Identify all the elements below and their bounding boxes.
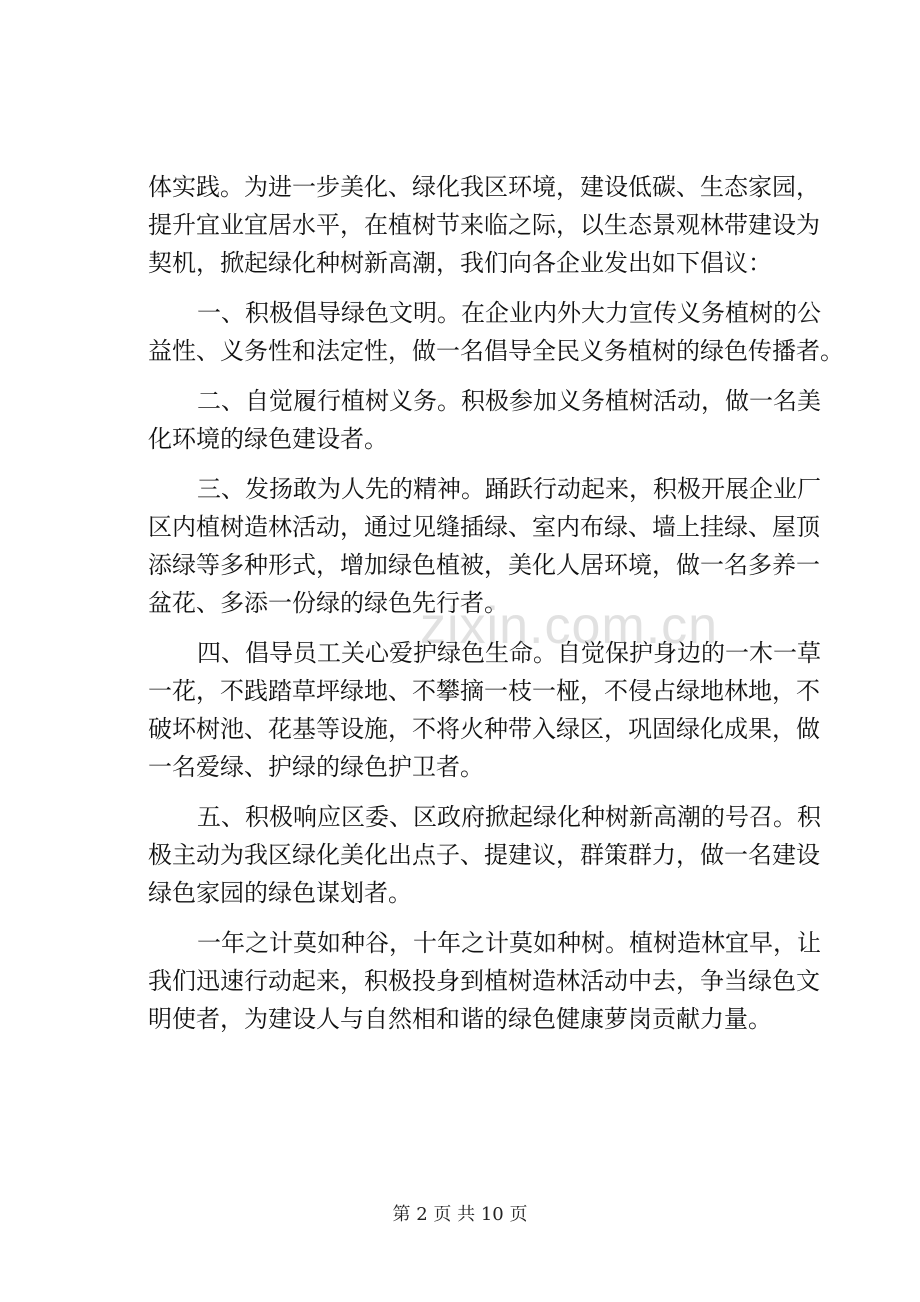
text-line: 一名爱绿、护绿的绿色护卫者。	[148, 753, 484, 781]
paragraph	[148, 168, 820, 282]
text-line: 四、倡导员工关心爱护绿色生命。自觉保护身边的一木一草	[197, 639, 821, 667]
text-line: 明使者，为建设人与自然相和谐的绿色健康萝岗贡献力量。	[148, 1005, 772, 1033]
text-line: 五、积极响应区委、区政府掀起绿化种树新高潮的号召。积	[197, 803, 821, 831]
text-line: 契机，掀起绿化种树新高潮，我们向各企业发出如下倡议：	[148, 249, 772, 277]
paragraph	[148, 634, 821, 786]
text-line: 区内植树造林活动，通过见缝插绿、室内布绿、墙上挂绿、屋顶	[148, 513, 820, 541]
paragraph	[148, 798, 821, 912]
page-footer: 第 2 页 共 10 页	[392, 1204, 528, 1225]
text-line: 添绿等多种形式，增加绿色植被，美化人居环境，做一名多养一	[148, 551, 820, 579]
text-line: 我们迅速行动起来，积极投身到植树造林活动中去，争当绿色文	[148, 967, 820, 995]
text-line: 化环境的绿色建设者。	[148, 425, 388, 453]
text-line: 破坏树池、花基等设施，不将火种带入绿区，巩固绿化成果，做	[148, 715, 820, 743]
text-line: 三、发扬敢为人先的精神。踊跃行动起来，积极开展企业厂	[197, 475, 821, 503]
text-line: 益性、义务性和法定性，做一名倡导全民义务植树的绿色传播者。	[148, 337, 844, 365]
text-line: 盆花、多添一份绿的绿色先行者。	[148, 589, 508, 617]
paragraph	[148, 382, 821, 458]
text-line: 一花，不践踏草坪绿地、不攀摘一枝一桠，不侵占绿地林地，不	[148, 677, 820, 705]
text-line: 体实践。为进一步美化、绿化我区环境，建设低碳、生态家园，	[148, 173, 820, 201]
paragraph	[148, 294, 844, 370]
text-line: 二、自觉履行植树义务。积极参加义务植树活动，做一名美	[197, 387, 821, 415]
text-line: 提升宜业宜居水平，在植树节来临之际，以生态景观林带建设为	[148, 211, 820, 239]
text-line: 一、积极倡导绿色文明。在企业内外大力宣传义务植树的公	[197, 299, 821, 327]
text-line: 一年之计莫如种谷，十年之计莫如种树。植树造林宜早，让	[197, 929, 821, 957]
watermark: zixin.com.cn	[420, 597, 719, 655]
text-line: 极主动为我区绿化美化出点子、提建议，群策群力，做一名建设	[148, 841, 820, 869]
paragraph	[148, 924, 821, 1038]
text-line: 绿色家园的绿色谋划者。	[148, 879, 412, 907]
